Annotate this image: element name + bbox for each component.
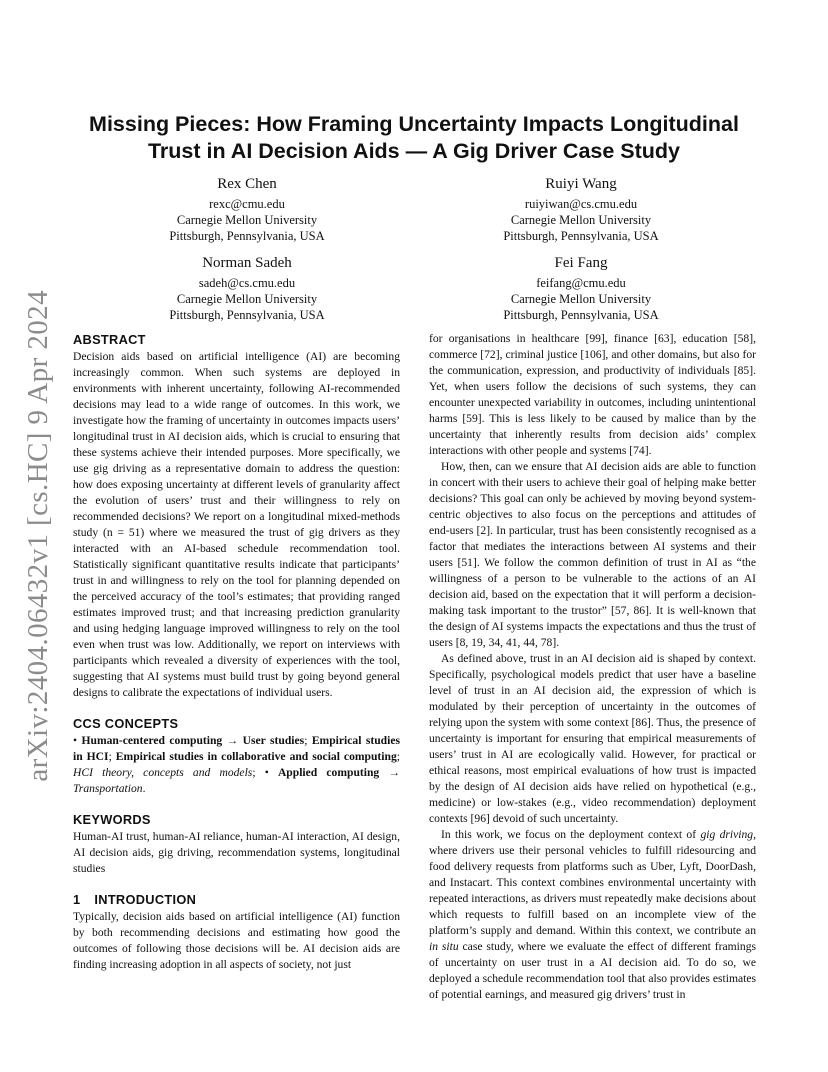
author-affiliation: Carnegie Mellon University bbox=[510, 213, 652, 227]
author-email: sadeh@cs.cmu.edu bbox=[198, 276, 296, 290]
author-name: Norman Sadeh bbox=[202, 255, 292, 271]
title-line-1: Missing Pieces: How Framing Uncertainty Impacts Longitudinal bbox=[89, 112, 739, 136]
author-name: Fei Fang bbox=[554, 255, 608, 271]
body-paragraph bbox=[429, 827, 756, 1003]
section-number: 1 bbox=[73, 892, 81, 907]
author-affiliation: Carnegie Mellon University bbox=[176, 292, 318, 306]
ccs-sep: ; bbox=[396, 750, 400, 763]
section-title: INTRODUCTION bbox=[94, 892, 197, 907]
author-block bbox=[451, 175, 711, 244]
body-paragraph: As defined above, trust in an AI decision aid is shaped by context. Specifically, psychological models predict that user have a baseline level of trust in an AI decision aid, the expression of which is modulated by their perception of uncertainty in the outcomes of relying upon the system with some context [86]. Thus, the presence of uncertainty is important for ensuring that empirical measurements of users’ trust in AI are ecologically valid. However, for practical or ethical reasons, most empirical evaluations of how trust is impacted by the design of AI decision aids have relied on hypothetical (e.g., medicine) or low-stakes (e.g., video recommendation) deployment contexts [96] devoid of such uncertainty. bbox=[429, 652, 756, 825]
author-email: feifang@cmu.edu bbox=[536, 276, 626, 290]
text-run: gig driving bbox=[700, 828, 754, 841]
abstract-heading: ABSTRACT bbox=[73, 332, 146, 347]
text-run: , where drivers use their personal vehicles to fulfill ridesourcing and food delivery requests from platforms such as Uber, Lyft, DoorDash, and Instacart. This context combines environmental uncertainty with repeated interactions, as drivers must repeatedly make decisions about which requests to fulfill based on an incomplete view of the platform’s supply and demand. Within this context, we contribute an bbox=[429, 828, 756, 937]
author-location: Pittsburgh, Pennsylvania, USA bbox=[503, 308, 659, 322]
author-block bbox=[451, 254, 711, 323]
author-block bbox=[117, 254, 377, 323]
ccs-sep: ; bbox=[108, 750, 116, 763]
ccs-term: Empirical studies in HCI bbox=[73, 734, 400, 763]
ccs-sep: . bbox=[142, 782, 146, 795]
ccs-heading: CCS CONCEPTS bbox=[73, 716, 179, 731]
author-email: rexc@cmu.edu bbox=[209, 197, 285, 211]
abstract-text: Decision aids based on artificial intelligence (AI) are becoming increasingly common. When such systems are deployed in environments with inherent uncertainty, following AI-recommended decisions may lead to a wide range of outcomes. In this work, we investigate how the framing of uncertainty in outcomes impacts users’ longitudinal trust in AI decision aids, which is crucial to ensuring that these systems achieve their intended purposes. More specifically, we use gig driving as a representative domain to address the question: how does exposing uncertainty at different levels of granularity affect the evolution of users’ trust and their willingness to rely on recommended decisions? We report on a longitudinal mixed-methods study (n = 51) where we measured the trust of gig drivers as they interacted with an AI-based schedule recommendation tool. Statistically significant quantitative results indicate that participants’ trust in and willingness to rely on the tool for planning depended on the perceived accuracy of the tool’s estimates; that providing ranged estimates improved trust; and that increasing prediction granularity and using hedging language improved willingness to rely on the tool even when trust was low. Additionally, we report on interviews with participants which revealed a diversity of experiences with the tool, suggesting that AI systems must build trust by going beyond general designs to calibrate the expectations of individual users. bbox=[73, 350, 400, 699]
body-paragraph: How, then, can we ensure that AI decision aids are able to function in concert with their users to achieve their goal of helping make better decisions? This goal can only be achieved by moving beyond system-centric objectives to also focus on the perceptions and attitudes of end-users [2]. In particular, trust has been consistently recognised as a factor that mediates the interactions between AI systems and their users [51]. We follow the common definition of trust in AI as “the willingness of a person to be vulnerable to the actions of an AI decision aid, based on the expectation that it will perform a decision-making task important to the trustor” [57, 86]. It is well-known that the design of AI systems impacts the expectations and thus the trust of users [8, 19, 34, 41, 44, 78]. bbox=[429, 460, 756, 649]
author-name: Ruiyi Wang bbox=[545, 176, 617, 192]
author-email: ruiyiwan@cs.cmu.edu bbox=[524, 197, 638, 211]
author-block bbox=[117, 175, 377, 244]
author-name: Rex Chen bbox=[217, 176, 277, 192]
left-column bbox=[73, 331, 400, 973]
keywords-text: Human-AI trust, human-AI reliance, human-AI interaction, AI design, AI decision aids, gig driving, recommendation systems, longitudinal studies bbox=[73, 830, 400, 875]
author-location: Pittsburgh, Pennsylvania, USA bbox=[503, 229, 659, 243]
title-line-2: Trust in AI Decision Aids — A Gig Driver Case Study bbox=[147, 139, 681, 163]
paper-title bbox=[70, 111, 758, 165]
intro-heading bbox=[73, 891, 400, 909]
intro-paragraph: Typically, decision aids based on artificial intelligence (AI) function by both recommending decisions and estimating how good the outcomes of following those decisions will be. AI decision aids are finding increasing adoption in all aspects of society, not just bbox=[73, 910, 400, 971]
ccs-term: → Transportation bbox=[73, 766, 400, 795]
ccs-sep: ; bbox=[304, 734, 312, 747]
ccs-term: HCI theory, concepts and models bbox=[73, 766, 253, 779]
author-location: Pittsburgh, Pennsylvania, USA bbox=[169, 229, 325, 243]
text-run: in situ bbox=[429, 940, 459, 953]
author-affiliation: Carnegie Mellon University bbox=[510, 292, 652, 306]
ccs-term: Human-centered computing → User studies bbox=[81, 734, 305, 747]
arxiv-stamp: arXiv:2404.06432v1 [cs.HC] 9 Apr 2024 bbox=[22, 290, 54, 782]
author-affiliation: Carnegie Mellon University bbox=[176, 213, 318, 227]
right-column bbox=[429, 331, 756, 1003]
ccs-term: Applied computing bbox=[277, 766, 380, 779]
ccs-text: • Human-centered computing → User studies; Empirical studies in HCI; Empirical studies in collaborative and social computing; HCI theory, concepts and models; • Applied computing → Transportation. bbox=[73, 734, 400, 795]
text-run: In this work, we focus on the deployment context of bbox=[441, 828, 701, 841]
ccs-term: Empirical studies in collaborative and social computing bbox=[115, 750, 397, 763]
ccs-sep: ; bbox=[252, 766, 265, 779]
body-paragraph: for organisations in healthcare [99], finance [63], education [58], commerce [72], criminal justice [106], and other domains, but also for the communication, expression, and productivity of individuals [85]. Yet, when users follow the decisions of such systems, they can encounter unexpected variability in outcomes, including unintentional harms [59]. This is less likely to be caused by malice than by the uncertainty that inherently results from decision aids’ complex interactions with other people and systems [74]. bbox=[429, 332, 756, 457]
author-location: Pittsburgh, Pennsylvania, USA bbox=[169, 308, 325, 322]
keywords-heading: KEYWORDS bbox=[73, 812, 151, 827]
text-run: case study, where we evaluate the effect of different framings of uncertainty on user trust in a AI decision aid. To do so, we deployed a schedule recommendation tool that also provides estimates of potential earnings, and measured gig drivers’ trust in bbox=[429, 940, 756, 1001]
